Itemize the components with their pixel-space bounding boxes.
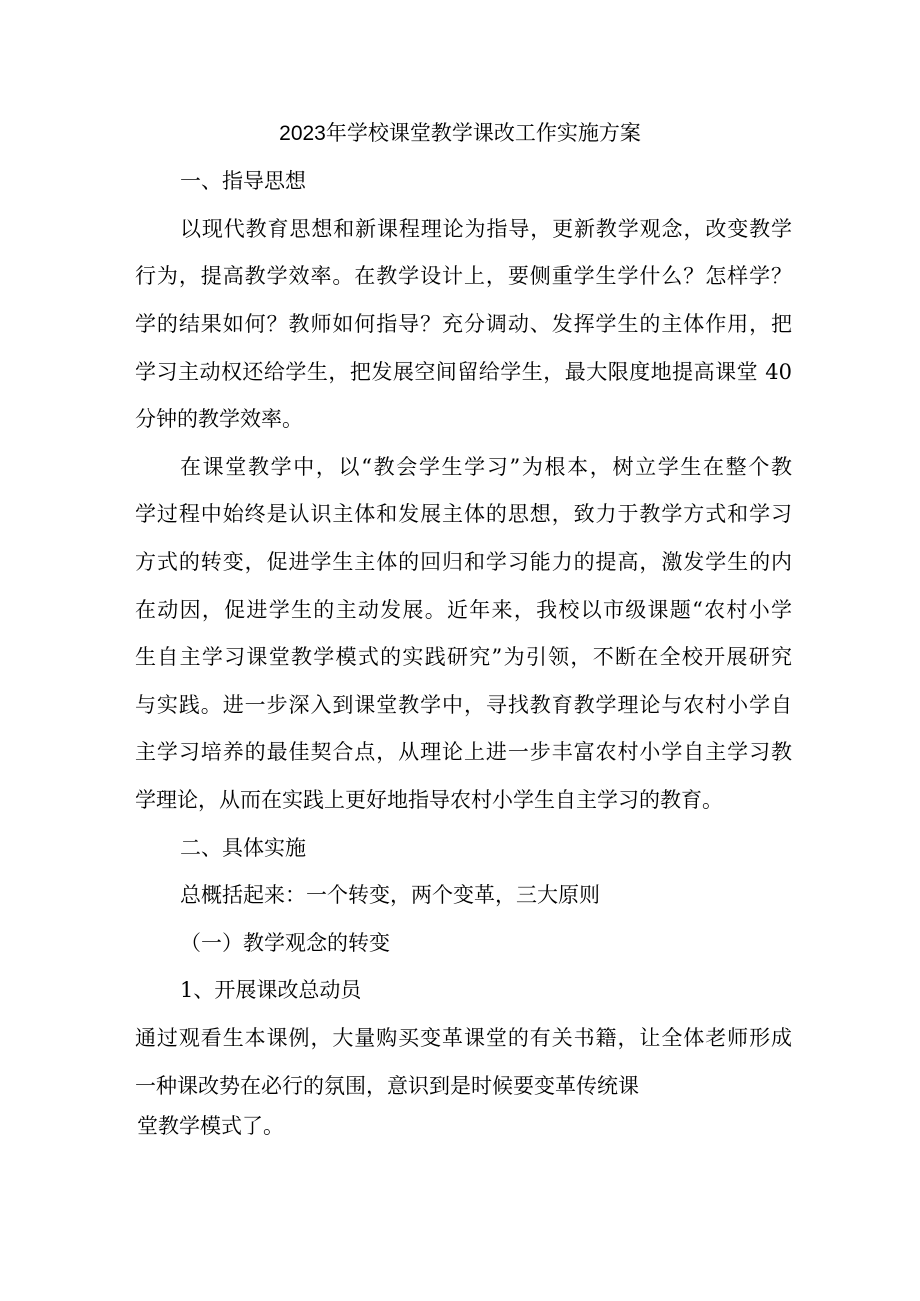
- paragraph-2-line-8: 学理论，从而在实践上更好地指导农村小学生自主学习的教育。: [135, 788, 723, 812]
- paragraph-1-line-3: 学的结果如何？教师如何指导？充分调动、发挥学生的主体作用，把: [135, 312, 792, 336]
- subsection-heading-1: （一）教学观念的转变: [180, 931, 390, 955]
- paragraph-2-line-7: 主学习培养的最佳契合点，从理论上进一步丰富农村小学自主学习教: [135, 740, 792, 764]
- paragraph-3-line-3: 堂教学模式了。: [137, 1114, 284, 1138]
- paragraph-3-line-1: 通过观看生本课例，大量购买变革课堂的有关书籍，让全体老师形成: [135, 1026, 792, 1050]
- paragraph-3-line-2: 一种课改势在必行的氛围，意识到是时候要变革传统课: [135, 1074, 639, 1098]
- paragraph-1-line-4: 学习主动权还给学生，把发展空间留给学生，最大限度地提高课堂 40: [135, 360, 792, 384]
- paragraph-2-line-6: 与实践。进一步深入到课堂教学中，寻找教育教学理论与农村小学自: [135, 693, 792, 717]
- list-item-1: 1、开展课改总动员: [180, 978, 362, 1002]
- document-title: 2023年学校课堂教学课改工作实施方案: [279, 122, 641, 145]
- paragraph-2-line-5: 生自主学习课堂教学模式的实践研究”为引领，不断在全校开展研究: [135, 645, 792, 669]
- summary-line: 总概括起来：一个转变，两个变革，三大原则: [180, 883, 600, 907]
- paragraph-2-line-2: 学过程中始终是认识主体和发展主体的思想，致力于教学方式和学习: [135, 502, 792, 526]
- paragraph-2-line-1: 在课堂教学中，以“教会学生学习”为根本，树立学生在整个教: [180, 455, 792, 479]
- section-heading-1: 一、指导思想: [180, 169, 306, 193]
- paragraph-1-line-2: 行为，提高教学效率。在教学设计上，要侧重学生学什么？怎样学？: [135, 264, 792, 288]
- paragraph-2-line-4: 在动因，促进学生的主动发展。近年来，我校以市级课题“农村小学: [135, 598, 792, 622]
- paragraph-1-line-1: 以现代教育思想和新课程理论为指导，更新教学观念，改变教学: [180, 217, 792, 241]
- paragraph-2-line-3: 方式的转变，促进学生主体的回归和学习能力的提高，激发学生的内: [135, 550, 792, 574]
- section-heading-2: 二、具体实施: [180, 836, 306, 860]
- paragraph-1-line-5: 分钟的教学效率。: [135, 407, 303, 431]
